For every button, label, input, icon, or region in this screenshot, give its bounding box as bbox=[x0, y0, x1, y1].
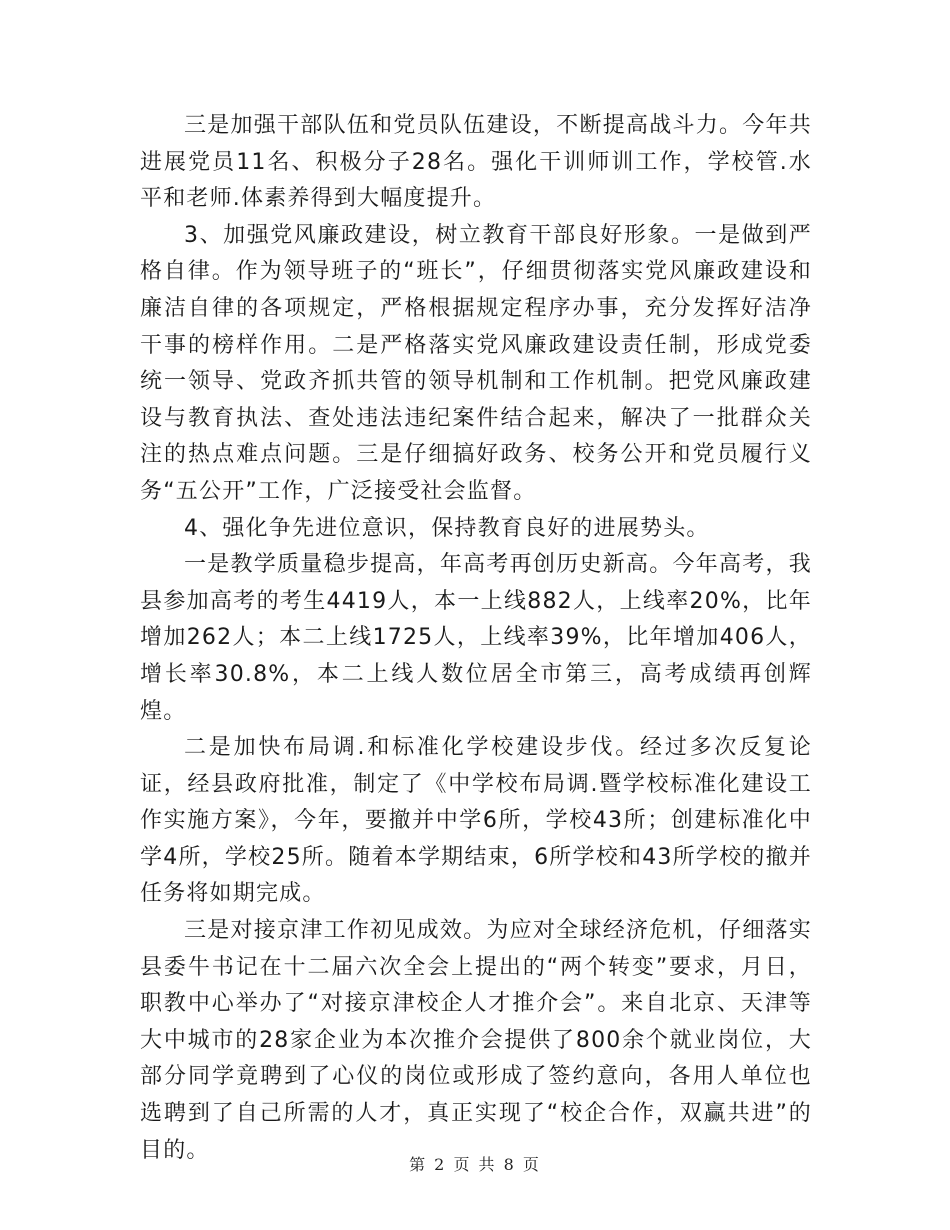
paragraph-exam-results: 一是教学质量稳步提高，年高考再创历史新高。今年高考，我县参加高考的考生4419人，本一上线882人，上线率20%，比年增加262人；本二上线1725人，上线率39%，比年增加406人，增长率30.8%，本二上线人数位居全市第三，高考成绩再创辉煌。 bbox=[140, 552, 812, 724]
document-body bbox=[140, 108, 812, 1169]
paragraph-cadre-building: 三是加强干部队伍和党员队伍建设，不断提高战斗力。今年共进展党员11名、积极分子28名。强化干训师训工作，学校管.水平和老师.体素养得到大幅度提升。 bbox=[140, 113, 812, 212]
page-number-footer: 第 2 页 共 8 页 bbox=[409, 1155, 541, 1174]
paragraph-school-layout: 二是加快布局调.和标准化学校建设步伐。经过多次反复论证，经县政府批准，制定了《中学校布局调.暨学校标准化建设工作实施方案》，今年，要撤并中学6所，学校43所；创建标准化中学4所，学校25所。随着本学期结束，6所学校和43所学校的撤并任务将如期完成。 bbox=[140, 735, 812, 907]
paragraph-beijing-tianjin: 三是对接京津工作初见成效。为应对全球经济危机，仔细落实县委牛书记在十二届六次全会上提出的“两个转变”要求，月日，职教中心举办了“对接京津校企人才推介会”。来自北京、天津等大中城市的28家企业为本次推介会提供了800余个就业岗位，大部分同学竟聘到了心仪的岗位或形成了签约意向，各用人单位也选聘到了自己所需的人才，真正实现了“校企合作，双赢共进”的目的。 bbox=[140, 918, 812, 1163]
paragraph-competitive-awareness: 4、强化争先进位意识，保持教育良好的进展势头。 bbox=[184, 515, 710, 541]
paragraph-anti-corruption: 3、加强党风廉政建设，树立教育干部良好形象。一是做到严格自律。作为领导班子的“班长”，仔细贯彻落实党风廉政建设和廉洁自律的各项规定，严格根据规定程序办事，充分发挥好洁净干事的榜样作用。二是严格落实党风廉政建设责任制，形成党委统一领导、党政齐抓共管的领导机制和工作机制。把党风廉政建设与教育执法、查处违法违纪案件结合起来，解决了一批群众关注的热点难点问题。三是仔细搞好政务、校务公开和党员履行义务“五公开”工作，广泛接受社会监督。 bbox=[140, 222, 812, 504]
